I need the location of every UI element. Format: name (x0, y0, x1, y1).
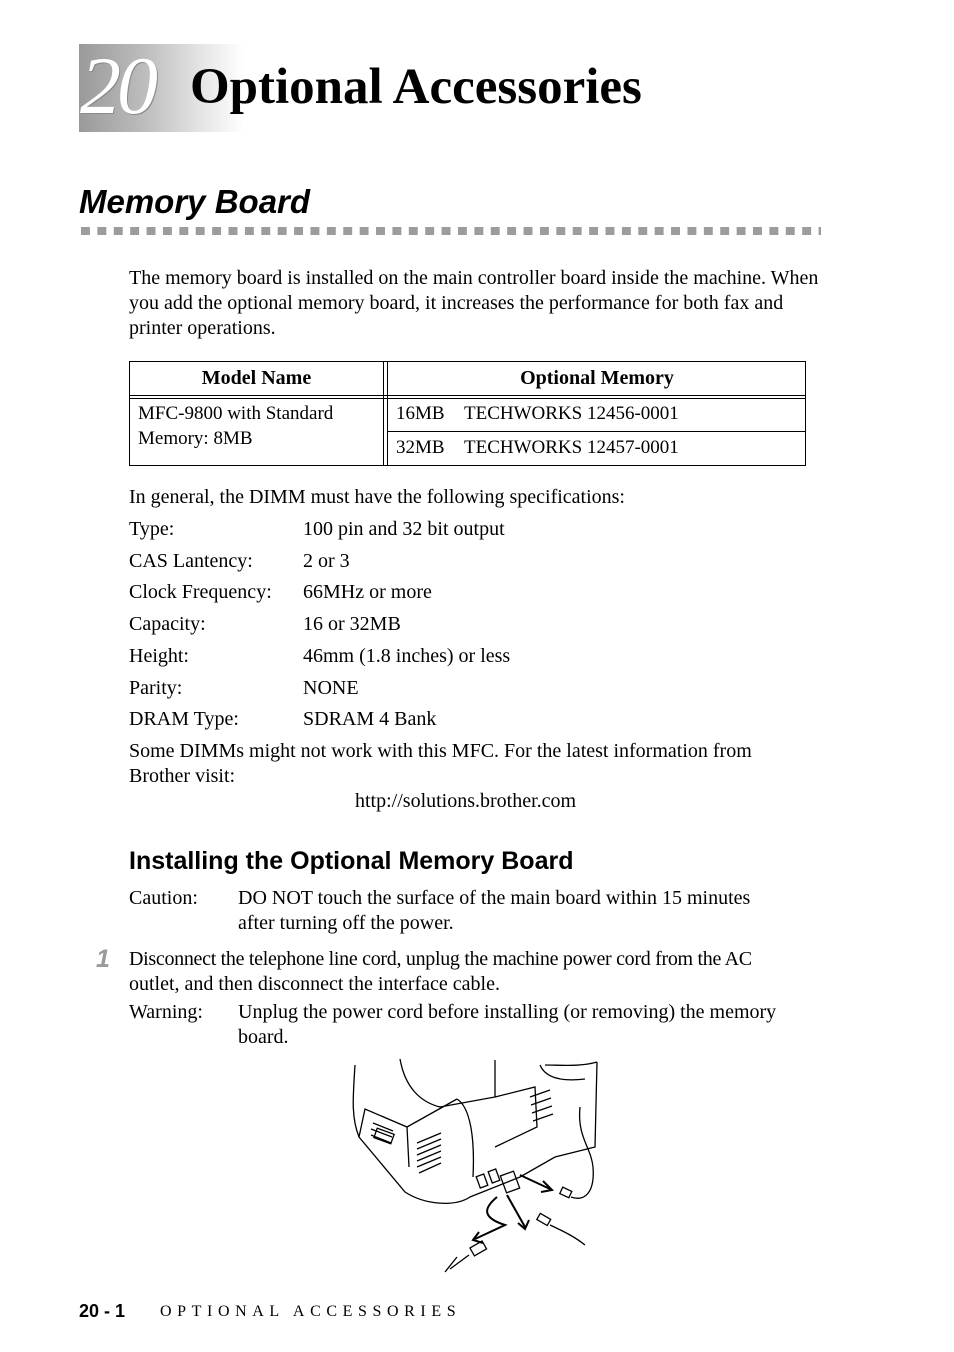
warning-text-line1: Unplug the power cord before installing (or removing) the memory (238, 1001, 777, 1023)
dimm-note-line1: Some DIMMs might not work with this MFC. For the latest information from (129, 740, 752, 762)
spec-value: 100 pin and 32 bit output (303, 518, 505, 540)
page-number: 20 - 1 (79, 1301, 126, 1321)
memory-table (129, 361, 806, 466)
option-part-16: TECHWORKS 12456-0001 (464, 403, 679, 424)
support-url-link[interactable]: http://solutions.brother.com (355, 790, 577, 812)
spec-value: NONE (303, 677, 359, 699)
warning-label: Warning: (129, 1001, 203, 1023)
model-name-line1: MFC-9800 with Standard (138, 403, 334, 424)
machine-rear-cables-illustration (345, 1057, 605, 1282)
specs-intro: In general, the DIMM must have the following specifications: (129, 486, 625, 508)
step-text-line1: Disconnect the telephone line cord, unplug the machine power cord from the AC (129, 948, 752, 970)
section-title: Memory Board (79, 183, 311, 220)
spec-label: DRAM Type: (129, 708, 239, 730)
spec-value: 46mm (1.8 inches) or less (303, 645, 511, 667)
caution-text-line1: DO NOT touch the surface of the main board within 15 minutes (238, 887, 751, 909)
warning-text-line2: board. (238, 1026, 289, 1048)
header-model-name: Model Name (201, 367, 312, 389)
spec-label: Clock Frequency: (129, 581, 272, 603)
step-text-line2: outlet, and then disconnect the interface cable. (129, 973, 500, 995)
step-number: 1 (96, 945, 110, 973)
caution-label: Caution: (129, 887, 198, 909)
spec-value: 2 or 3 (303, 550, 350, 572)
option-size-32: 32MB (396, 437, 445, 458)
spec-label: Type: (129, 518, 175, 540)
dimm-note-line2: Brother visit: (129, 765, 236, 787)
chapter-title: Optional Accessories (190, 59, 642, 115)
section-divider (81, 227, 821, 235)
running-footer-title: OPTIONAL ACCESSORIES (160, 1303, 462, 1320)
model-name-line2: Memory: 8MB (138, 428, 253, 449)
header-optional-memory: Optional Memory (520, 367, 674, 389)
intro-paragraph: The memory board is installed on the main controller board inside the machine. When you add the optional memory board, it increases the performance for both fax and printer operations. (129, 267, 819, 339)
option-part-32: TECHWORKS 12457-0001 (464, 437, 679, 458)
install-subheading: Installing the Optional Memory Board (129, 847, 574, 875)
spec-label: CAS Lantency: (129, 550, 253, 572)
spec-value: SDRAM 4 Bank (303, 708, 437, 730)
spec-label: Capacity: (129, 613, 206, 635)
spec-value: 16 or 32MB (303, 613, 401, 635)
option-size-16: 16MB (396, 403, 445, 424)
chapter-number: 20 (80, 40, 154, 131)
spec-value: 66MHz or more (303, 581, 432, 603)
caution-text-line2: after turning off the power. (238, 912, 454, 934)
spec-label: Parity: (129, 677, 183, 699)
spec-label: Height: (129, 645, 189, 667)
